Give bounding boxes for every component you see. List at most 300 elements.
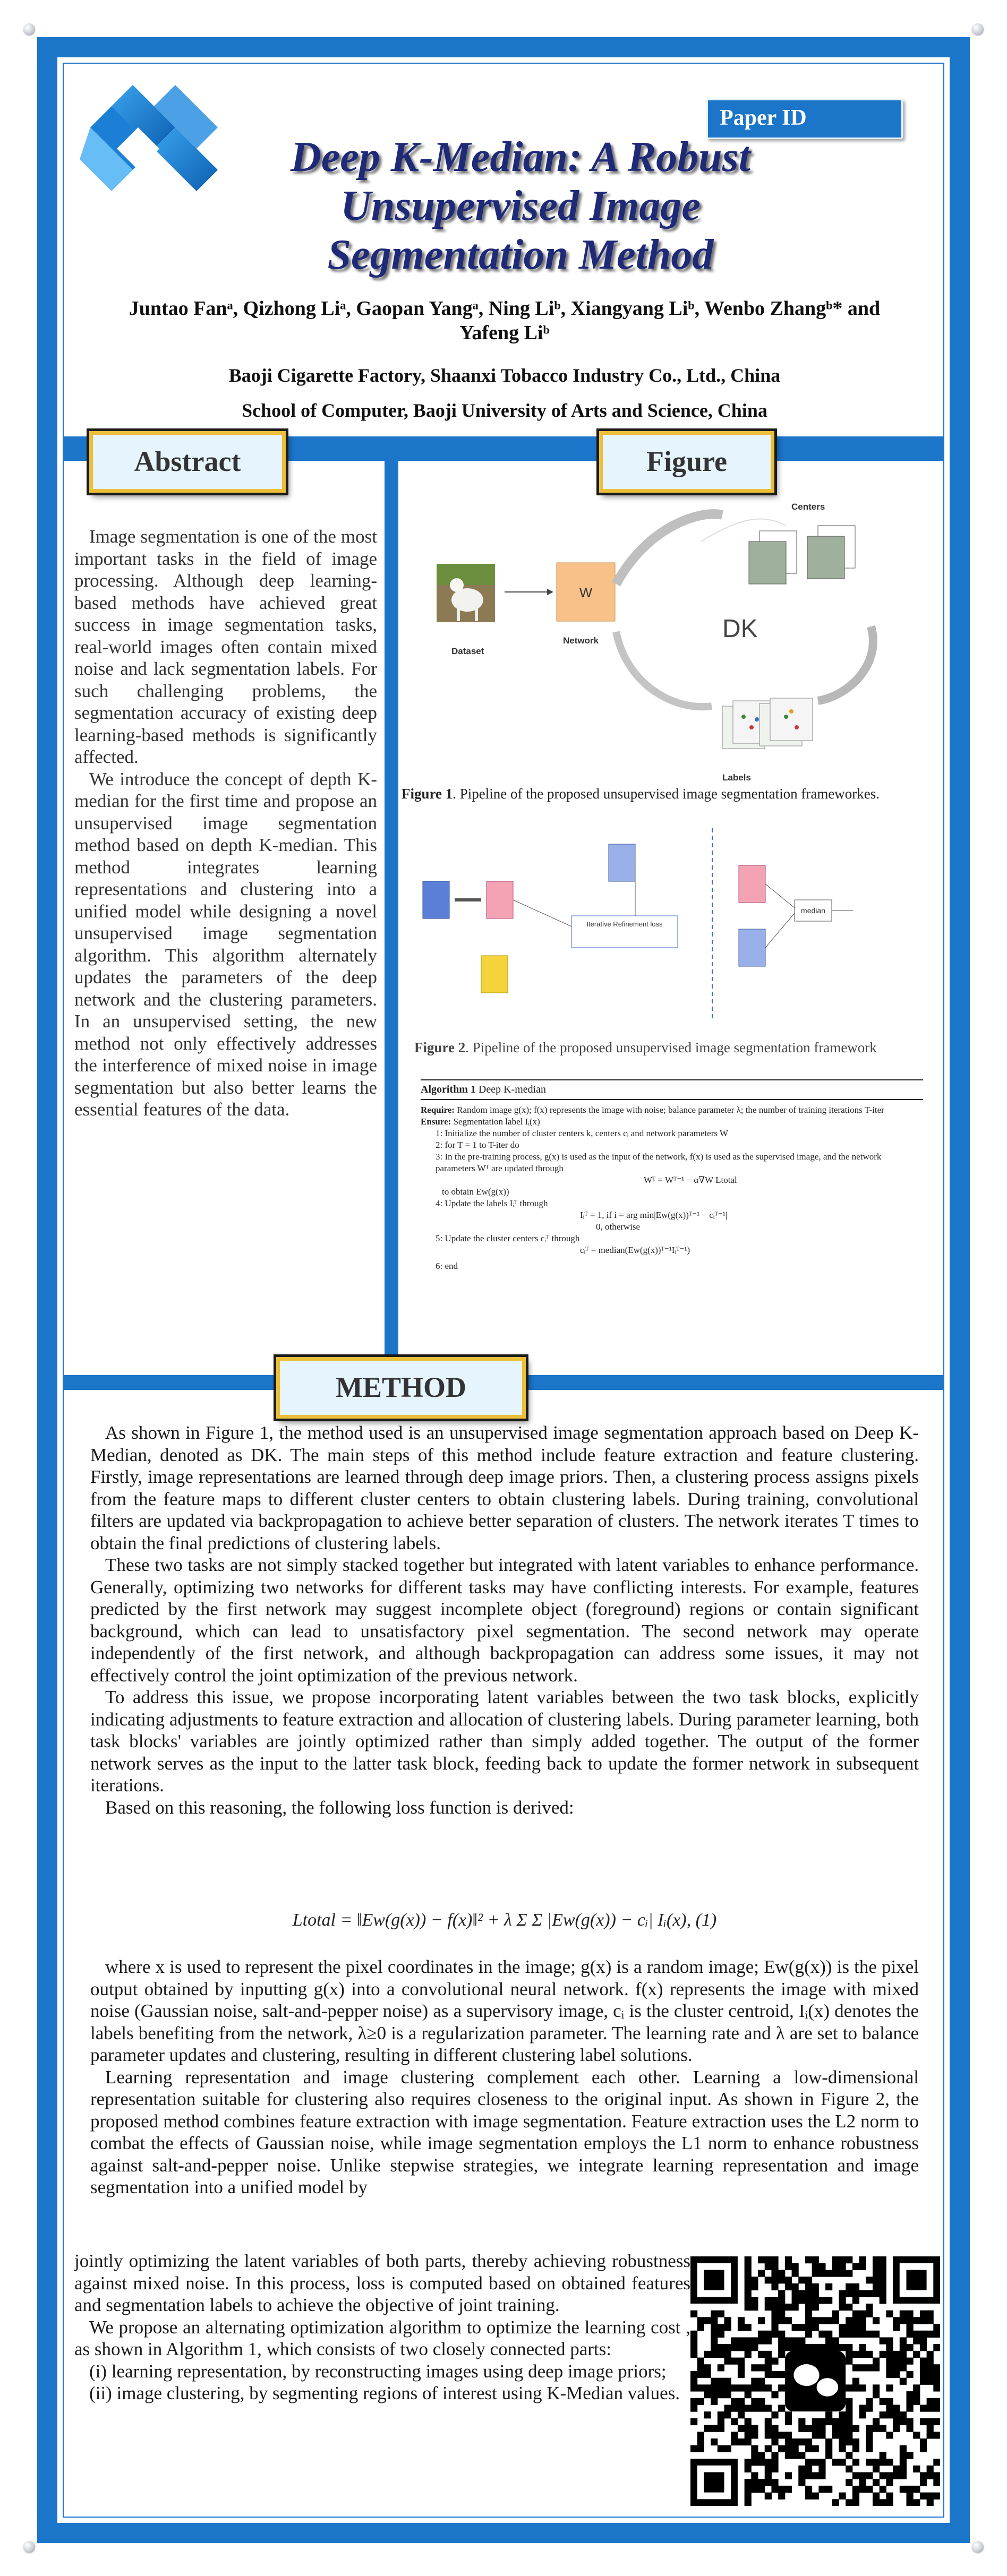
qr-module xyxy=(846,2405,852,2411)
qr-module xyxy=(913,2466,920,2472)
qr-module xyxy=(758,2337,765,2344)
qr-module xyxy=(724,2378,731,2385)
qr-module xyxy=(880,2459,886,2466)
qr-module xyxy=(927,2418,934,2425)
qr-module xyxy=(785,2486,792,2493)
qr-module xyxy=(798,2277,805,2283)
qr-module xyxy=(873,2270,880,2277)
qr-module xyxy=(792,2445,799,2452)
qr-module xyxy=(906,2405,913,2411)
qr-module xyxy=(765,2337,772,2344)
qr-module xyxy=(812,2317,819,2324)
qr-module xyxy=(846,2344,852,2351)
qr-module xyxy=(738,2364,745,2371)
qr-module xyxy=(771,2459,778,2466)
qr-module xyxy=(818,2331,825,2338)
qr-module xyxy=(900,2459,907,2466)
qr-module xyxy=(913,2486,920,2493)
algorithm-step: 6: end xyxy=(436,1261,458,1271)
qr-module xyxy=(778,2311,785,2317)
qr-module xyxy=(690,2351,697,2358)
qr-module xyxy=(825,2445,832,2452)
qr-module xyxy=(690,2311,697,2317)
qr-module xyxy=(900,2445,907,2452)
qr-module xyxy=(711,2438,718,2445)
qr-module xyxy=(771,2256,778,2263)
qr-module xyxy=(765,2493,772,2500)
labels-block xyxy=(722,698,813,749)
right-volume xyxy=(739,865,765,903)
qr-module xyxy=(893,2371,900,2378)
qr-module xyxy=(798,2337,805,2344)
qr-module xyxy=(873,2263,880,2270)
qr-module xyxy=(866,2432,873,2438)
qr-module xyxy=(778,2445,785,2452)
qr-module xyxy=(745,2324,752,2331)
qr-module xyxy=(893,2351,900,2358)
qr-module xyxy=(738,2337,745,2344)
qr-module xyxy=(792,2452,799,2459)
qr-module xyxy=(818,2270,825,2277)
qr-module xyxy=(818,2317,825,2324)
qr-module xyxy=(731,2398,738,2405)
qr-module xyxy=(792,2324,799,2331)
qr-module xyxy=(839,2304,846,2311)
algorithm-formula: Wᵀ = Wᵀ⁻¹ − α∇W Ltotal xyxy=(644,1175,737,1185)
qr-module xyxy=(906,2486,913,2493)
qr-module xyxy=(765,2304,772,2311)
qr-module xyxy=(927,2331,934,2338)
pin-icon xyxy=(972,23,984,35)
qr-module xyxy=(920,2358,927,2365)
qr-module xyxy=(900,2466,907,2472)
qr-module xyxy=(785,2263,792,2270)
qr-module xyxy=(704,2364,711,2371)
affiliation: Baoji Cigarette Factory, Shaanxi Tobacco Industry Co., Ltd., China xyxy=(228,365,781,386)
qr-module xyxy=(690,2384,697,2391)
qr-module xyxy=(745,2425,752,2432)
qr-module xyxy=(906,2398,913,2405)
qr-module xyxy=(765,2263,772,2270)
qr-module xyxy=(886,2459,893,2466)
method-paragraph: As shown in Figure 1, the method used is an unsupervised image segmentation approach based on Deep K-Median, denoted as DK. The main steps of this method include feature extraction and feature clustering. Firstly, image representations are learned through deep image priors. Then, a clustering process assigns pixels from the feature maps to different cluster centers to obtain clustering labels. During training, convolutional filters are updated via backpropagation to achieve better separation of clusters. The network iterates T times to obtain the final predictions of clustering labels. xyxy=(90,1422,919,1553)
title-line: Segmentation Method xyxy=(327,231,714,278)
qr-module xyxy=(711,2425,718,2432)
authors xyxy=(96,296,914,345)
qr-module xyxy=(765,2358,772,2365)
qr-module xyxy=(718,2331,724,2338)
qr-module xyxy=(785,2438,792,2445)
qr-module xyxy=(839,2438,846,2445)
qr-module xyxy=(805,2283,812,2290)
qr-module xyxy=(859,2351,866,2358)
qr-module xyxy=(846,2384,852,2391)
qr-module xyxy=(893,2472,900,2479)
qr-module xyxy=(900,2418,907,2425)
qr-module xyxy=(880,2277,886,2283)
qr-module xyxy=(852,2283,859,2290)
qr-module xyxy=(745,2263,752,2270)
qr-module xyxy=(886,2499,893,2506)
arrow-line xyxy=(765,913,795,948)
qr-module xyxy=(812,2270,819,2277)
qr-module xyxy=(798,2438,805,2445)
qr-module xyxy=(933,2344,940,2351)
qr-module xyxy=(913,2384,920,2391)
qr-module xyxy=(745,2499,752,2506)
qr-module xyxy=(751,2337,758,2344)
qr-module xyxy=(792,2263,799,2270)
qr-module xyxy=(846,2438,852,2445)
qr-module xyxy=(933,2459,940,2466)
qr-module xyxy=(825,2418,832,2425)
qr-module xyxy=(731,2432,738,2438)
qr-module xyxy=(765,2479,772,2486)
qr-module xyxy=(933,2493,940,2500)
qr-module xyxy=(697,2317,704,2324)
qr-module xyxy=(900,2337,907,2344)
qr-module xyxy=(745,2256,752,2263)
qr-module xyxy=(913,2351,920,2358)
qr-module xyxy=(778,2351,785,2358)
qr-module xyxy=(933,2398,940,2405)
qr-module xyxy=(812,2472,819,2479)
qr-module xyxy=(852,2425,859,2432)
algorithm-step: 1: Initialize the number of cluster centers k, centers cᵢ and network parameters W xyxy=(436,1128,728,1138)
abstract-body xyxy=(74,526,377,1121)
qr-module xyxy=(927,2311,934,2317)
qr-module xyxy=(785,2418,792,2425)
qr-module xyxy=(839,2411,846,2418)
method-paragraph: jointly optimizing the latent variables of both parts, thereby achieving robustness against mixed noise. In this process, loss is computed based on obtained features and segmentation labels to achieve the objective of joint training. xyxy=(74,2251,690,2315)
qr-module xyxy=(812,2493,819,2500)
qr-module xyxy=(846,2331,852,2338)
centers-label: Centers xyxy=(791,502,825,512)
qr-module xyxy=(718,2344,724,2351)
qr-module xyxy=(866,2331,873,2338)
qr-module xyxy=(886,2344,893,2351)
qr-module xyxy=(886,2311,893,2317)
qr-module xyxy=(933,2405,940,2411)
qr-module xyxy=(785,2445,792,2452)
qr-module xyxy=(873,2283,880,2290)
algorithm-step: 4: Update the labels Iᵢᵀ through xyxy=(436,1198,548,1208)
qr-module xyxy=(913,2337,920,2344)
qr-module xyxy=(818,2425,825,2432)
qr-module xyxy=(731,2405,738,2411)
qr-module xyxy=(805,2438,812,2445)
qr-module xyxy=(798,2344,805,2351)
qr-module xyxy=(900,2472,907,2479)
qr-module xyxy=(846,2398,852,2405)
qr-module xyxy=(751,2283,758,2290)
pin-icon xyxy=(23,2541,35,2553)
qr-module xyxy=(859,2486,866,2493)
qr-module xyxy=(751,2432,758,2438)
qr-module xyxy=(886,2493,893,2500)
qr-module xyxy=(792,2297,799,2304)
qr-module xyxy=(724,2344,731,2351)
qr-module xyxy=(886,2472,893,2479)
wechat-bubble xyxy=(793,2364,819,2386)
qr-module xyxy=(751,2277,758,2283)
qr-module xyxy=(886,2358,893,2365)
qr-module xyxy=(738,2398,745,2405)
qr-module xyxy=(832,2418,839,2425)
qr-module xyxy=(792,2283,799,2290)
qr-finder xyxy=(704,2472,724,2492)
qr-module xyxy=(866,2445,873,2452)
qr-module xyxy=(852,2351,859,2358)
qr-module xyxy=(920,2371,927,2378)
qr-module xyxy=(778,2304,785,2311)
qr-module xyxy=(832,2311,839,2317)
qr-module xyxy=(839,2324,846,2331)
qr-module xyxy=(758,2331,765,2338)
qr-module xyxy=(745,2493,752,2500)
require-text: Random image g(x); f(x) represents the image with noise; balance parameter λ; the number of training iterations T-iter xyxy=(454,1105,884,1115)
qr-module xyxy=(920,2479,927,2486)
qr-finder xyxy=(906,2270,926,2290)
qr-module xyxy=(825,2486,832,2493)
qr-module xyxy=(818,2486,825,2493)
qr-module xyxy=(900,2378,907,2385)
qr-module xyxy=(785,2304,792,2311)
qr-module xyxy=(832,2459,839,2466)
qr-module xyxy=(880,2411,886,2418)
qr-module xyxy=(906,2358,913,2365)
qr-module xyxy=(798,2452,805,2459)
column-divider xyxy=(385,461,398,1375)
qr-module xyxy=(805,2466,812,2472)
qr-module xyxy=(880,2472,886,2479)
qr-module xyxy=(745,2344,752,2351)
qr-module xyxy=(825,2344,832,2351)
qr-module xyxy=(765,2384,772,2391)
qr-module xyxy=(771,2304,778,2311)
wechat-bubble xyxy=(817,2378,839,2397)
qr-module xyxy=(839,2270,846,2277)
qr-module xyxy=(893,2364,900,2371)
qr-module xyxy=(866,2472,873,2479)
qr-module xyxy=(697,2364,704,2371)
qr-module xyxy=(927,2472,934,2479)
algorithm-step: 5: Update the cluster centers cᵢᵀ through xyxy=(436,1233,580,1243)
qr-module xyxy=(866,2351,873,2358)
qr-module xyxy=(873,2364,880,2371)
qr-module xyxy=(852,2445,859,2452)
qr-module xyxy=(758,2452,765,2459)
qr-module xyxy=(812,2425,819,2432)
dataset-label: Dataset xyxy=(451,646,484,656)
qr-module xyxy=(690,2398,697,2405)
qr-module xyxy=(805,2256,812,2263)
qr-module xyxy=(765,2445,772,2452)
qr-module xyxy=(906,2311,913,2317)
qr-module xyxy=(745,2479,752,2486)
qr-module xyxy=(880,2486,886,2493)
qr-module xyxy=(711,2384,718,2391)
qr-module xyxy=(873,2317,880,2324)
qr-module xyxy=(792,2438,799,2445)
qr-module xyxy=(873,2358,880,2365)
qr-module xyxy=(812,2263,819,2270)
qr-module xyxy=(785,2317,792,2324)
qr-module xyxy=(920,2405,927,2411)
qr-module xyxy=(792,2304,799,2311)
qr-module xyxy=(825,2270,832,2277)
qr-module xyxy=(751,2452,758,2459)
qr-module xyxy=(920,2337,927,2344)
qr-module xyxy=(738,2317,745,2324)
qr-module xyxy=(690,2371,697,2378)
qr-module xyxy=(933,2479,940,2486)
algorithm-formula: 0, otherwise xyxy=(596,1222,641,1232)
method-paragraph: These two tasks are not simply stacked together but integrated with latent variables to enhance performance. Generally, optimizing two networks for different tasks may have conflicting interests. For example, features predicted by the first network may suggest incomplete object (foreground) regions or contain significant background, which can lead to unsatisfactory pixel segmentation. The second network may operate independently of the first network, and although backpropagation can address some issues, it may not effectively control the joint optimization of the previous network. xyxy=(90,1555,919,1686)
qr-module xyxy=(778,2297,785,2304)
qr-module xyxy=(711,2398,718,2405)
qr-module xyxy=(711,2337,718,2344)
qr-module xyxy=(771,2277,778,2283)
qr-module xyxy=(724,2358,731,2365)
qr-module xyxy=(751,2479,758,2486)
yellow-volume xyxy=(481,956,508,993)
qr-module xyxy=(771,2371,778,2378)
qr-module xyxy=(886,2384,893,2391)
qr-module xyxy=(812,2283,819,2290)
method-paragraph: Learning representation and image clustering complement each other. Learning a low-dimensional representation suitable for clustering also requires closeness to the original input. As shown in Figure 2, the proposed method combines feature extraction with image segmentation. Feature extraction uses the L2 norm to combat the effects of Gaussian noise, while image segmentation employs the L1 norm to enhance robustness against salt-and-pepper noise. Unlike stepwise strategies, we integrate learning representation and image segmentation into a unified model by xyxy=(90,2066,919,2197)
qr-module xyxy=(846,2256,852,2263)
qr-module xyxy=(839,2256,846,2263)
qr-module xyxy=(886,2337,893,2344)
qr-module xyxy=(818,2297,825,2304)
qr-module xyxy=(880,2270,886,2277)
qr-module xyxy=(798,2472,805,2479)
qr-module xyxy=(913,2432,920,2438)
qr-module xyxy=(758,2398,765,2405)
qr-module xyxy=(852,2364,859,2371)
qr-module xyxy=(859,2405,866,2411)
qr-module xyxy=(859,2479,866,2486)
qr-module xyxy=(886,2405,893,2411)
qr-module xyxy=(711,2344,718,2351)
qr-module xyxy=(771,2311,778,2317)
qr-module xyxy=(805,2425,812,2432)
qr-module xyxy=(900,2452,907,2459)
qr-module xyxy=(913,2391,920,2398)
qr-module xyxy=(832,2270,839,2277)
qr-module xyxy=(697,2438,704,2445)
qr-module xyxy=(927,2317,934,2324)
qr-module xyxy=(818,2459,825,2466)
qr-module xyxy=(846,2351,852,2358)
qr-module xyxy=(765,2297,772,2304)
qr-module xyxy=(731,2344,738,2351)
qr-finder xyxy=(704,2270,724,2290)
qr-module xyxy=(745,2283,752,2290)
qr-module xyxy=(920,2445,927,2452)
qr-module xyxy=(886,2371,893,2378)
affiliation: School of Computer, Baoji University of Arts and Science, China xyxy=(242,400,767,421)
qr-module xyxy=(771,2270,778,2277)
qr-module xyxy=(771,2438,778,2445)
qr-module xyxy=(920,2378,927,2385)
method-paragraph: (i) learning representation, by reconstructing images using deep image priors; xyxy=(89,2360,667,2382)
qr-module xyxy=(738,2425,745,2432)
qr-module xyxy=(852,2317,859,2324)
algorithm-step: 2: for T = 1 to T-iter do xyxy=(436,1140,519,1150)
figure1-caption xyxy=(402,786,927,802)
qr-module xyxy=(738,2371,745,2378)
qr-module xyxy=(893,2317,900,2324)
qr-module xyxy=(927,2358,934,2365)
qr-module xyxy=(778,2405,785,2411)
qr-module xyxy=(765,2364,772,2371)
qr-module xyxy=(697,2445,704,2452)
qr-module xyxy=(839,2459,846,2466)
qr-module xyxy=(711,2378,718,2385)
qr-module xyxy=(873,2425,880,2432)
qr-module xyxy=(818,2432,825,2438)
qr-module xyxy=(906,2418,913,2425)
qr-module xyxy=(873,2290,880,2297)
qr-module xyxy=(852,2290,859,2297)
pin-icon xyxy=(972,2541,984,2553)
qr-module xyxy=(880,2425,886,2432)
qr-module xyxy=(758,2479,765,2486)
input-volume xyxy=(423,881,449,918)
qr-module xyxy=(852,2459,859,2466)
qr-module xyxy=(832,2499,839,2506)
qr-module xyxy=(798,2297,805,2304)
qr-module xyxy=(852,2331,859,2338)
output-volume xyxy=(487,881,513,918)
qr-module xyxy=(846,2466,852,2472)
qr-module xyxy=(771,2425,778,2432)
qr-module xyxy=(839,2263,846,2270)
qr-module xyxy=(751,2459,758,2466)
feature-volume xyxy=(609,844,635,881)
arrow-line xyxy=(765,884,795,908)
qr-module xyxy=(893,2358,900,2365)
qr-module xyxy=(852,2472,859,2479)
qr-module xyxy=(812,2297,819,2304)
qr-module xyxy=(927,2371,934,2378)
qr-module xyxy=(900,2311,907,2317)
qr-module xyxy=(927,2405,934,2411)
qr-module xyxy=(839,2344,846,2351)
abstract-paragraph: We introduce the concept of depth K-median for the first time and propose an unsupervised image segmentation method based on depth K-median. This method integrates learning representations and clustering into a unified model while designing a novel unsupervised image segmentation algorithm. This algorithm alternately updates the parameters of the deep network and the clustering parameters. In an unsupervised setting, the new method not only effectively addresses the interference of mixed noise in image segmentation but also better learns the essential features of the data. xyxy=(74,768,377,1120)
dk-label: DK xyxy=(722,615,758,643)
qr-module xyxy=(906,2493,913,2500)
qr-module xyxy=(724,2405,731,2411)
qr-module xyxy=(839,2418,846,2425)
qr-module xyxy=(886,2351,893,2358)
qr-module xyxy=(745,2337,752,2344)
qr-module xyxy=(785,2411,792,2418)
qr-module xyxy=(704,2317,711,2324)
qr-module xyxy=(852,2311,859,2317)
qr-module xyxy=(711,2331,718,2338)
qr-module xyxy=(792,2270,799,2277)
qr-module xyxy=(805,2331,812,2338)
qr-module xyxy=(711,2311,718,2317)
qr-module xyxy=(724,2324,731,2331)
qr-module xyxy=(893,2405,900,2411)
qr-module xyxy=(805,2493,812,2500)
qr-module xyxy=(859,2364,866,2371)
qr-module xyxy=(812,2418,819,2425)
